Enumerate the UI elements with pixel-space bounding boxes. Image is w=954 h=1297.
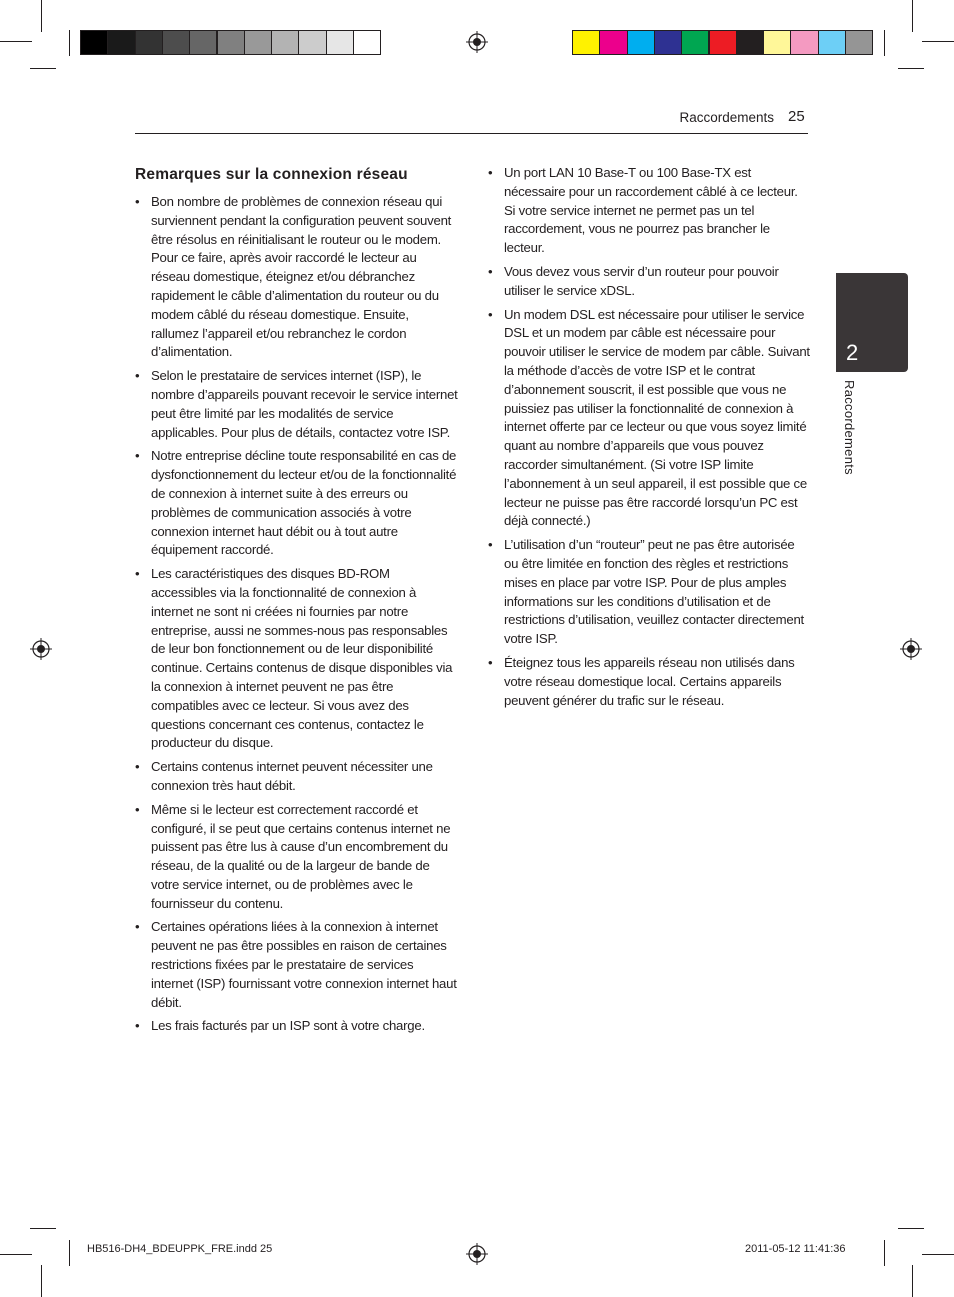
color-swatch bbox=[709, 30, 737, 55]
footer-timestamp: 2011-05-12 11:41:36 bbox=[745, 1243, 846, 1255]
list-item bbox=[135, 918, 458, 1012]
list-item-text: Les caractéristiques des disques BD-ROM accessibles via la fonctionnalité de connexion à internet ne sont ni créées ni fournies par notre entreprise, aussi ne sommes-nous pas responsables de leur bon fonctionnement ou de leur disponibilité continue. Certains contenus de disque disponibles via la connexion à internet peuvent ne pas être compatibles avec ce lecteur. Si vous avez des questions concernant ces contenus, contactez le producteur du disque. bbox=[151, 566, 453, 751]
list-item bbox=[135, 193, 458, 362]
section-title: Remarques sur la connexion réseau bbox=[135, 166, 408, 183]
bullet-icon: • bbox=[135, 368, 140, 384]
bullet-icon: • bbox=[135, 919, 140, 935]
registration-target-icon bbox=[900, 638, 922, 660]
list-item bbox=[135, 758, 458, 796]
header-divider bbox=[135, 133, 808, 134]
bullet-icon: • bbox=[488, 306, 493, 322]
bullet-icon: • bbox=[135, 566, 140, 582]
list-item-text: L’utilisation d’un “routeur” peut ne pas être autorisée ou être limitée en fonction des règles et restrictions mises en place par votre ISP. Pour de plus amples informations sur les conditions d’utilisation et de restrictions d’utilisation, veuillez contacter directement votre ISP. bbox=[504, 537, 804, 647]
color-swatch bbox=[244, 30, 272, 55]
crop-mark bbox=[30, 68, 56, 69]
list-item-text: Même si le lecteur est correctement raccordé et configuré, il se peut que certains contenus internet ne puissent pas être lus à cause d’un encombrement du réseau, de la qualité ou de la largeur de bande de votre service internet, ou de problèmes avec le fournisseur du contenu. bbox=[151, 801, 451, 911]
color-swatch bbox=[654, 30, 682, 55]
crop-mark bbox=[884, 30, 885, 56]
color-swatch bbox=[845, 30, 873, 55]
left-bullet-list bbox=[135, 193, 458, 1041]
list-item bbox=[488, 164, 811, 258]
crop-mark bbox=[41, 0, 42, 32]
crop-mark bbox=[69, 1240, 70, 1266]
color-swatch bbox=[627, 30, 655, 55]
crop-mark bbox=[898, 68, 924, 69]
list-item bbox=[488, 654, 811, 710]
crop-mark bbox=[0, 1254, 32, 1255]
color-swatch bbox=[80, 30, 108, 55]
color-swatch bbox=[189, 30, 217, 55]
list-item-text: Vous devez vous servir d’un routeur pour pouvoir utiliser le service xDSL. bbox=[504, 263, 779, 298]
color-swatch bbox=[572, 30, 600, 55]
crop-mark bbox=[41, 1265, 42, 1297]
color-swatch bbox=[135, 30, 163, 55]
crop-mark bbox=[0, 41, 32, 42]
list-item-text: Certaines opérations liées à la connexion à internet peuvent ne pas être possibles en raison de certaines restrictions fixées par le prestataire de services internet (ISP) fournissant votre connexion internet haut débit. bbox=[151, 919, 457, 1010]
color-swatch bbox=[790, 30, 818, 55]
color-swatch bbox=[736, 30, 764, 55]
list-item bbox=[135, 801, 458, 914]
list-item bbox=[488, 306, 811, 532]
list-item-text: Notre entreprise décline toute responsabilité en cas de dysfonctionnement du lecteur et/ou de la fonctionnalité de connexion à internet suite à des erreurs ou problèmes de communication associés à votre connexion internet haut débit ou à tout autre équipement raccordé. bbox=[151, 448, 457, 558]
bullet-icon: • bbox=[488, 654, 493, 670]
right-bullet-list bbox=[488, 164, 811, 715]
crop-mark bbox=[898, 1228, 924, 1229]
bullet-icon: • bbox=[135, 1018, 140, 1034]
list-item-text: Les frais facturés par un ISP sont à votre charge. bbox=[151, 1018, 425, 1034]
list-item bbox=[135, 367, 458, 442]
list-item bbox=[135, 565, 458, 753]
list-item bbox=[488, 536, 811, 649]
chapter-label: Raccordements bbox=[842, 380, 857, 475]
list-item-text: Selon le prestataire de services internet (ISP), le nombre d’appareils pouvant recevoir le service internet peut être limité par les modalités de service applicables. Pour plus de détails, contactez votre ISP. bbox=[151, 368, 458, 440]
list-item bbox=[135, 447, 458, 560]
crop-mark bbox=[912, 0, 913, 32]
footer-file-name: HB516-DH4_BDEUPPK_FRE.indd 25 bbox=[87, 1243, 273, 1255]
page-number: 25 bbox=[788, 108, 805, 125]
list-item bbox=[135, 1017, 458, 1036]
bullet-icon: • bbox=[488, 263, 493, 279]
bullet-icon: • bbox=[488, 537, 493, 553]
color-swatch bbox=[271, 30, 299, 55]
crop-mark bbox=[884, 1240, 885, 1266]
crop-mark bbox=[922, 1254, 954, 1255]
color-swatch bbox=[763, 30, 791, 55]
bullet-icon: • bbox=[135, 759, 140, 775]
color-swatch bbox=[298, 30, 326, 55]
crop-mark bbox=[922, 41, 954, 42]
list-item-text: Un port LAN 10 Base-T ou 100 Base-TX est nécessaire pour un raccordement câblé à ce lecteur. Si votre service internet ne permet pas un tel raccordement, vous ne pourrez pas brancher le lecteur. bbox=[504, 165, 798, 256]
list-item bbox=[488, 263, 811, 301]
chapter-number: 2 bbox=[846, 340, 859, 365]
color-swatch bbox=[353, 30, 381, 55]
color-swatch bbox=[107, 30, 135, 55]
list-item-text: Un modem DSL est nécessaire pour utiliser le service DSL et un modem par câble est nécessaire pour pouvoir utiliser le service de modem par câble. Suivant la méthode d’accès de votre ISP et le contrat d’abonnement souscrit, il est possible que vous ne puissiez pas utiliser la fonctionnalité de connexion à internet offerte par ce lecteur ou que vous soyez limité quant au nombre d’appareils que vous pouvez raccorder simultanément. (Si votre ISP limite l’abonnement à un seul appareil, il est possible que ce lecteur ne puisse pas être raccordé lorsqu’un PC est déjà connecté.) bbox=[504, 306, 810, 529]
color-swatch bbox=[818, 30, 846, 55]
color-swatch bbox=[326, 30, 354, 55]
bullet-icon: • bbox=[488, 165, 493, 180]
crop-mark bbox=[69, 30, 70, 56]
registration-target-icon bbox=[466, 31, 488, 53]
color-swatch bbox=[217, 30, 245, 55]
bullet-icon: • bbox=[135, 801, 140, 817]
color-swatch bbox=[681, 30, 709, 55]
color-swatch bbox=[599, 30, 627, 55]
crop-mark bbox=[30, 1228, 56, 1229]
registration-target-icon bbox=[30, 638, 52, 660]
bullet-icon: • bbox=[135, 194, 140, 209]
color-swatch bbox=[162, 30, 190, 55]
list-item-text: Bon nombre de problèmes de connexion réseau qui surviennent pendant la configuration peuvent souvent être résolus en réinitialisant le routeur ou le modem. Pour ce faire, après avoir raccordé le lecteur au réseau domestique, éteignez et/ou débranchez rapidement le câble d’alimentation du routeur ou du modem câblé du réseau domestique. Ensuite, rallumez l’appareil et/ou rebranchez le cordon d’alimentation. bbox=[151, 194, 452, 360]
list-item-text: Éteignez tous les appareils réseau non utilisés dans votre réseau domestique local. Certains appareils peuvent générer du trafic sur le réseau. bbox=[504, 654, 795, 708]
running-header-section: Raccordements bbox=[679, 110, 774, 125]
crop-mark bbox=[912, 1265, 913, 1297]
bullet-icon: • bbox=[135, 448, 140, 464]
registration-target-icon bbox=[466, 1243, 488, 1265]
list-item-text: Certains contenus internet peuvent nécessiter une connexion très haut débit. bbox=[151, 759, 433, 793]
